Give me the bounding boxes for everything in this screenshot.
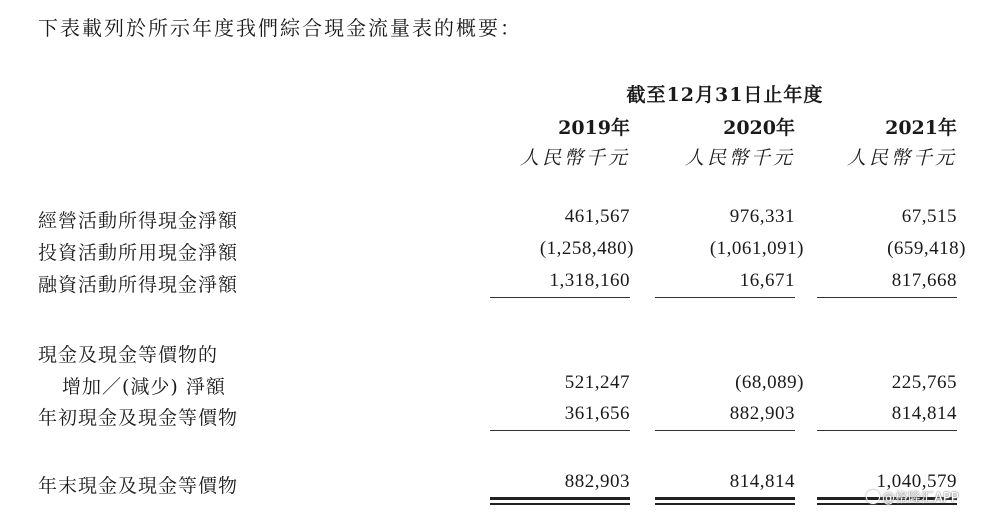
unit-header-2020: 人民幣千元 — [684, 147, 795, 169]
double-rule-top-2019 — [490, 497, 630, 500]
cell-net-change-2019: 521,247 — [564, 372, 630, 393]
cell-beginning-2021: 814,814 — [891, 403, 957, 424]
cell-operating-2020: 976,331 — [729, 206, 795, 227]
row-label-operating: 經營活動所得現金淨額 — [38, 210, 239, 232]
watermark-text: @格隆汇APP — [882, 491, 959, 506]
double-rule-bottom-2019 — [490, 503, 630, 505]
row-label-beginning: 年初現金及現金等價物 — [38, 407, 239, 429]
subtotal-rule-2019 — [490, 297, 630, 298]
row-label-ending: 年末現金及現金等價物 — [38, 475, 239, 497]
cell-financing-2019: 1,318,160 — [549, 270, 630, 291]
cell-financing-2020: 16,671 — [739, 270, 795, 291]
row-label-net-change: 現金及現金等價物的 — [38, 344, 219, 366]
cell-ending-2020: 814,814 — [729, 471, 795, 492]
cell-investing-2019: (1,258,480) — [539, 238, 634, 259]
cell-ending-2021: 1,040,579 — [876, 471, 957, 492]
unit-header-2021: 人民幣千元 — [846, 147, 957, 169]
cell-net-change-2021: 225,765 — [891, 372, 957, 393]
intro-text: 下表載列於所示年度我們綜合現金流量表的概要： — [38, 16, 522, 40]
cell-operating-2021: 67,515 — [901, 206, 957, 227]
watermark-logo-icon — [866, 490, 880, 504]
row-label-financing: 融資活動所得現金淨額 — [38, 274, 239, 296]
cell-beginning-2019: 361,656 — [564, 403, 630, 424]
row-label-net-change-cont: 增加／(減少) 淨額 — [62, 376, 226, 398]
year-header-2019: 2019年 — [558, 117, 630, 139]
cell-net-change-2020: (68,089) — [735, 372, 804, 393]
subtotal-rule-2021 — [817, 297, 957, 298]
cell-investing-2021: (659,418) — [887, 238, 966, 259]
double-rule-bottom-2020 — [655, 503, 795, 505]
total-rule-2021 — [817, 430, 957, 431]
period-header: 截至12月31日止年度 — [626, 84, 824, 106]
unit-header-2019: 人民幣千元 — [519, 147, 630, 169]
watermark — [866, 487, 959, 506]
year-header-2021: 2021年 — [885, 117, 957, 139]
total-rule-2019 — [490, 430, 630, 431]
cell-beginning-2020: 882,903 — [729, 403, 795, 424]
year-header-2020: 2020年 — [723, 117, 795, 139]
row-label-investing: 投資活動所用現金淨額 — [38, 242, 239, 264]
cell-financing-2021: 817,668 — [891, 270, 957, 291]
subtotal-rule-2020 — [655, 297, 795, 298]
cell-ending-2019: 882,903 — [564, 471, 630, 492]
cell-operating-2019: 461,567 — [564, 206, 630, 227]
cell-investing-2020: (1,061,091) — [709, 238, 804, 259]
total-rule-2020 — [655, 430, 795, 431]
double-rule-top-2020 — [655, 497, 795, 500]
